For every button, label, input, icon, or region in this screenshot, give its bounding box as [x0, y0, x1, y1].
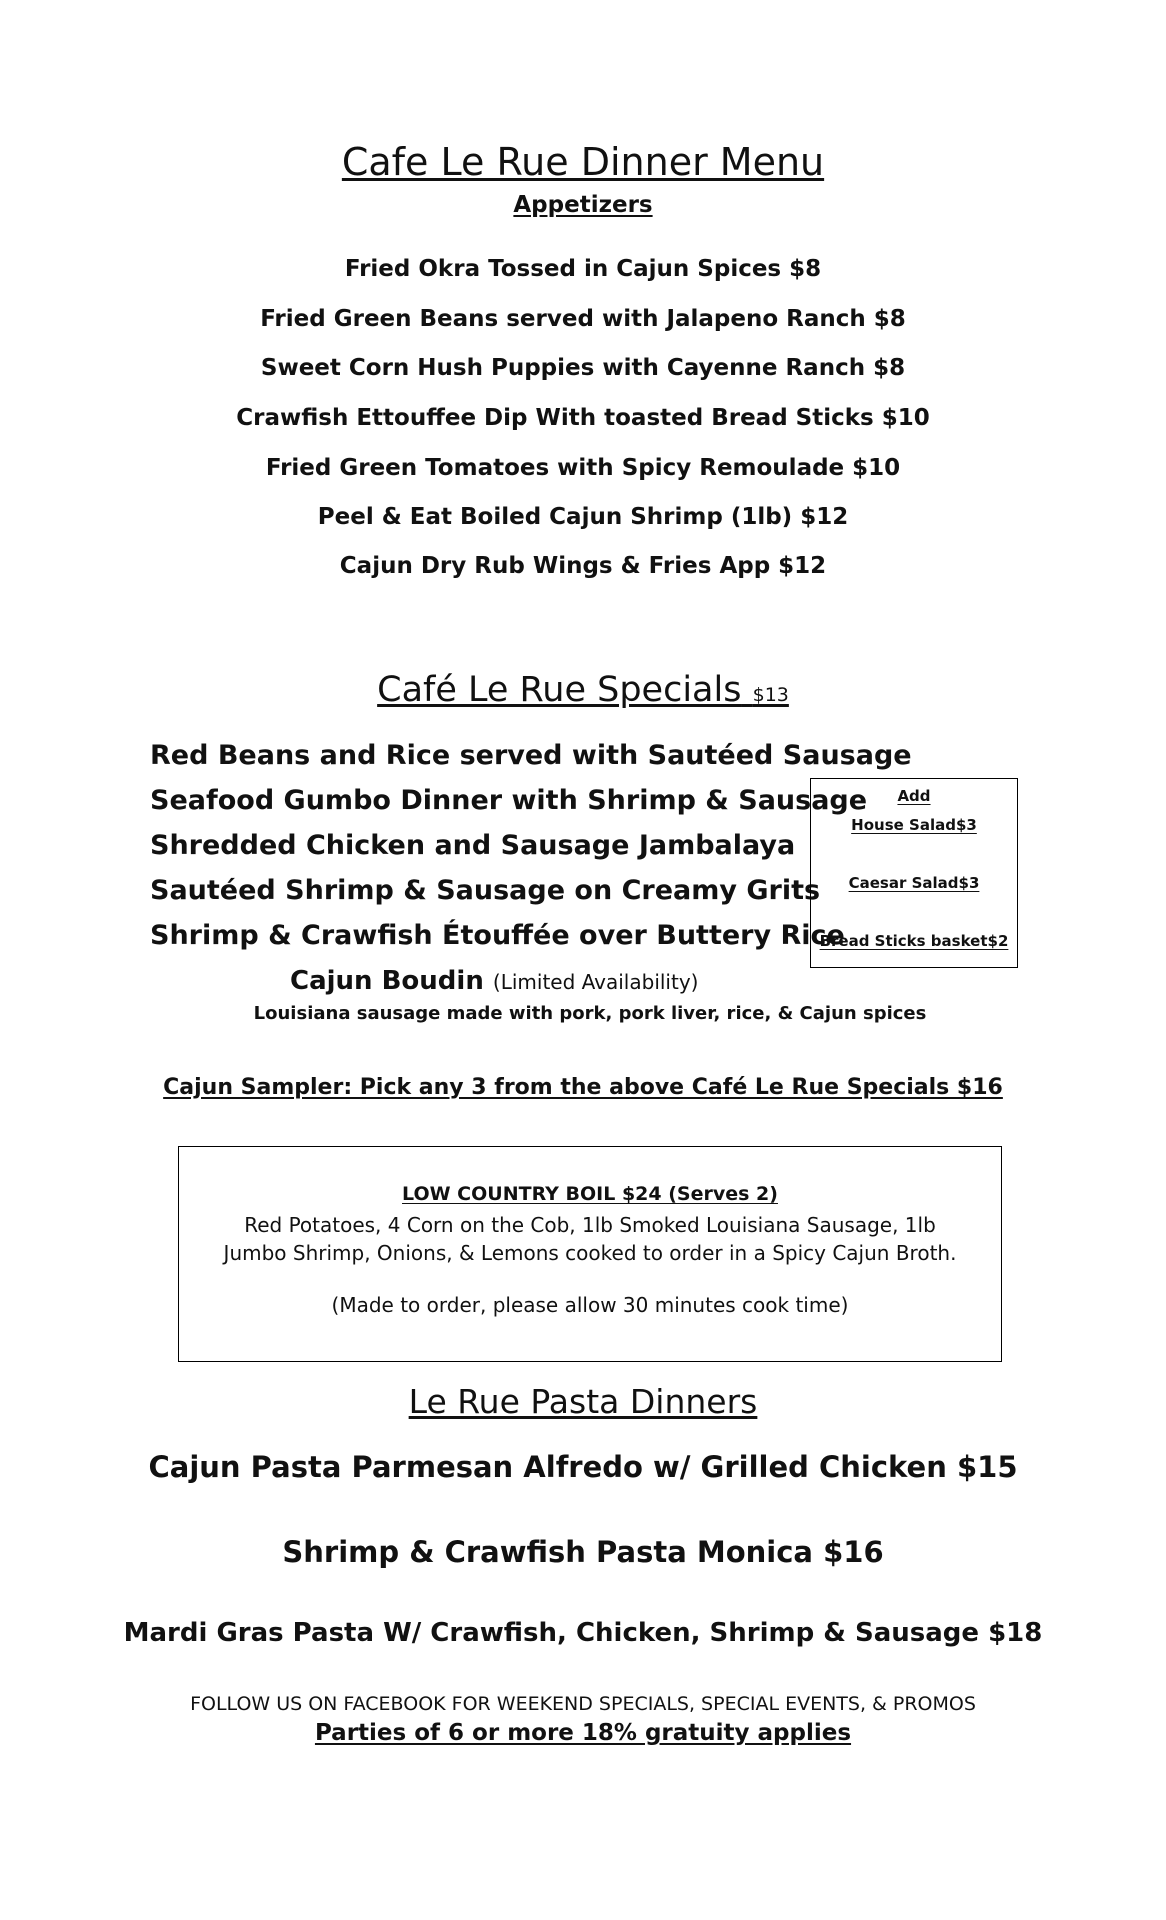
boudin-description: Louisiana sausage made with pork, pork liver, rice, & Cajun spices	[253, 1003, 927, 1024]
specials-price: $13	[752, 684, 789, 706]
appetizer-item: Fried Green Beans served with Jalapeno Ranch $8	[260, 306, 906, 332]
boudin-note: (Limited Availability)	[492, 970, 699, 994]
pasta-item: Shrimp & Crawfish Pasta Monica $16	[282, 1535, 884, 1569]
footer-gratuity-note: Parties of 6 or more 18% gratuity applies	[314, 1720, 852, 1746]
pasta-item: Cajun Pasta Parmesan Alfredo w/ Grilled Chicken $15	[148, 1450, 1018, 1484]
low-country-boil-box	[178, 1146, 1002, 1362]
footer-facebook-note: FOLLOW US ON FACEBOOK FOR WEEKEND SPECIALS, SPECIAL EVENTS, & PROMOS	[190, 1693, 976, 1715]
special-item: Sautéed Shrimp & Sausage on Creamy Grits	[150, 875, 821, 906]
boudin-name: Cajun Boudin	[290, 966, 484, 996]
pasta-item: Mardi Gras Pasta W/ Crawfish, Chicken, Shrimp & Sausage $18	[123, 1618, 1043, 1648]
boil-note: (Made to order, please allow 30 minutes cook time)	[331, 1293, 849, 1317]
special-item: Seafood Gumbo Dinner with Shrimp & Sausage	[150, 785, 868, 816]
cajun-sampler: Cajun Sampler: Pick any 3 from the above Café Le Rue Specials $16	[163, 1075, 1003, 1100]
menu-title: Cafe Le Rue Dinner Menu	[341, 140, 825, 184]
addon-caesar-salad: Caesar Salad$3	[848, 874, 980, 892]
specials-heading-text: Café Le Rue Specials	[377, 670, 742, 710]
appetizer-item: Peel & Eat Boiled Cajun Shrimp (1lb) $12	[317, 504, 849, 530]
boudin-line	[290, 966, 698, 996]
appetizer-item: Cajun Dry Rub Wings & Fries App $12	[339, 553, 827, 579]
appetizer-item: Fried Okra Tossed in Cajun Spices $8	[344, 256, 822, 282]
addons-heading: Add	[897, 787, 931, 805]
boil-title: LOW COUNTRY BOIL $24 (Serves 2)	[402, 1183, 778, 1205]
addon-house-salad: House Salad$3	[851, 816, 977, 834]
addons-box	[810, 778, 1018, 968]
appetizer-item: Fried Green Tomatoes with Spicy Remoulade $10	[265, 455, 901, 481]
appetizer-item: Sweet Corn Hush Puppies with Cayenne Ranch $8	[260, 355, 906, 381]
appetizers-heading: Appetizers	[513, 192, 653, 218]
boil-description: Red Potatoes, 4 Corn on the Cob, 1lb Smoked Louisiana Sausage, 1lb Jumbo Shrimp, Onions, & Lemons cooked to order in a Spicy Cajun Broth.	[223, 1213, 957, 1265]
special-item: Shredded Chicken and Sausage Jambalaya	[150, 830, 796, 861]
pasta-heading: Le Rue Pasta Dinners	[408, 1382, 758, 1421]
special-item: Shrimp & Crawfish Étouffée over Buttery Rice	[150, 920, 845, 951]
appetizer-item: Crawfish Ettouffee Dip With toasted Bread Sticks $10	[236, 405, 930, 431]
specials-heading	[0, 670, 1166, 710]
addon-bread-sticks: Bread Sticks basket$2	[819, 932, 1009, 950]
special-item: Red Beans and Rice served with Sautéed Sausage	[150, 740, 912, 771]
